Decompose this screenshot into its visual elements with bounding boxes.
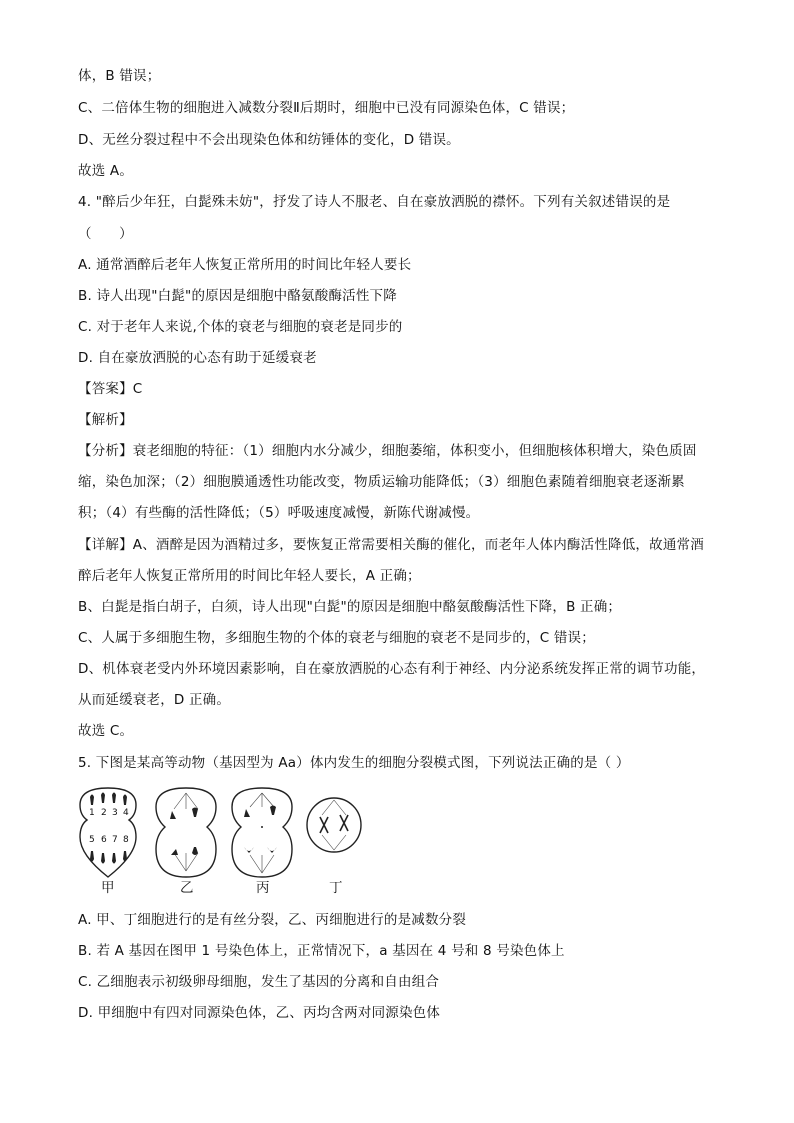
spindle-fibers [250, 793, 274, 873]
chromosome-number: 4 [123, 808, 129, 818]
chromosomes [244, 806, 277, 854]
cleavage-point [261, 826, 263, 828]
cell-label-ding: 丁 [329, 880, 343, 895]
question-4-stem: 4. "醉后少年狂，白髭殊未妨"，抒发了诗人不服老、自在豪放洒脱的襟怀。下列有关叙述错误的是 [78, 194, 671, 210]
conclusion-text: 故选 C。 [78, 723, 134, 739]
cell-membrane [80, 788, 136, 877]
chromosome-number: 8 [123, 835, 129, 845]
chromosomes [170, 808, 198, 856]
q5-option-b: B. 若 A 基因在图甲 1 号染色体上，正常情况下，a 基因在 4 号和 8 号染色体上 [78, 943, 565, 959]
chromosome-number: 3 [112, 808, 118, 818]
q5-option-c: C. 乙细胞表示初级卵母细胞，发生了基因的分离和自由组合 [78, 974, 440, 990]
analysis-text: 缩，染色加深；（2）细胞膜通透性功能改变，物质运输功能降低；（3）细胞色素随着细胞衰老逐渐累 [78, 474, 685, 490]
cell-bing [232, 788, 292, 877]
analysis-heading: 【解析】 [78, 412, 133, 428]
question-5-stem: 5. 下图是某高等动物（基因型为 Aa）体内发生的细胞分裂模式图，下列说法正确的是（ ） [78, 755, 630, 771]
chromosome-number: 2 [101, 808, 107, 818]
cell-ding [307, 798, 361, 852]
detail-text: B、白髭是指白胡子，白须，诗人出现"白髭"的原因是细胞中酪氨酸酶活性下降，B 正确； [78, 599, 622, 615]
cell-yi [156, 788, 216, 877]
cell-jia [80, 788, 136, 877]
cell-label-bing: 丙 [256, 880, 270, 895]
chromosome-number: 6 [101, 835, 107, 845]
cell-label-jia: 甲 [101, 880, 115, 895]
chromosome-number: 1 [89, 808, 95, 818]
chromosomes [320, 815, 348, 833]
chromosome-number: 5 [89, 835, 95, 845]
detail-text: D、机体衰老受内外环境因素影响，自在豪放洒脱的心态有利于神经、内分泌系统发挥正常的调节功能， [78, 661, 706, 677]
detail-text: 醉后老年人恢复正常所用的时间比年轻人要长，A 正确； [78, 568, 421, 584]
cell-membrane [307, 798, 361, 852]
q4-option-c: C. 对于老年人来说,个体的衰老与细胞的衰老是同步的 [78, 319, 403, 335]
answer-heading: 【答案】C [78, 381, 143, 397]
q4-option-d: D. 自在豪放洒脱的心态有助于延缓衰老 [78, 350, 317, 366]
chromosome-number: 7 [112, 835, 118, 845]
q5-option-a: A. 甲、丁细胞进行的是有丝分裂，乙、丙细胞进行的是减数分裂 [78, 912, 467, 928]
answer-blank: （ ） [78, 226, 133, 242]
text-line: 体，B 错误； [78, 68, 161, 84]
cell-label-yi: 乙 [180, 880, 194, 895]
q4-option-b: B. 诗人出现"白髭"的原因是细胞中酪氨酸酶活性下降 [78, 288, 397, 304]
q4-option-a: A. 通常酒醉后老年人恢复正常所用的时间比年轻人要长 [78, 257, 412, 273]
q5-option-d: D. 甲细胞中有四对同源染色体，乙、丙均含两对同源染色体 [78, 1005, 441, 1021]
cell-division-figure [74, 785, 384, 895]
text-line: 故选 A。 [78, 163, 134, 179]
chromosomes [90, 793, 127, 864]
text-line: D、无丝分裂过程中不会出现染色体和纺锤体的变化，D 错误。 [78, 132, 460, 148]
detail-text: 从而延缓衰老，D 正确。 [78, 692, 231, 708]
text-line: C、二倍体生物的细胞进入减数分裂Ⅱ后期时，细胞中已没有同源染色体，C 错误； [78, 100, 575, 116]
detail-text: C、人属于多细胞生物，多细胞生物的个体的衰老与细胞的衰老不是同步的，C 错误； [78, 630, 595, 646]
analysis-text: 【分析】衰老细胞的特征：（1）细胞内水分减少，细胞萎缩，体积变小，但细胞核体积增大，染色质固 [78, 443, 697, 459]
spindle-fibers [174, 793, 198, 871]
analysis-text: 积；（4）有些酶的活性降低；（5）呼吸速度减慢，新陈代谢减慢。 [78, 505, 480, 521]
detail-text: 【详解】A、酒醉是因为酒精过多，要恢复正常需要相关酶的催化，而老年人体内酶活性降低，故通常酒 [78, 537, 704, 553]
